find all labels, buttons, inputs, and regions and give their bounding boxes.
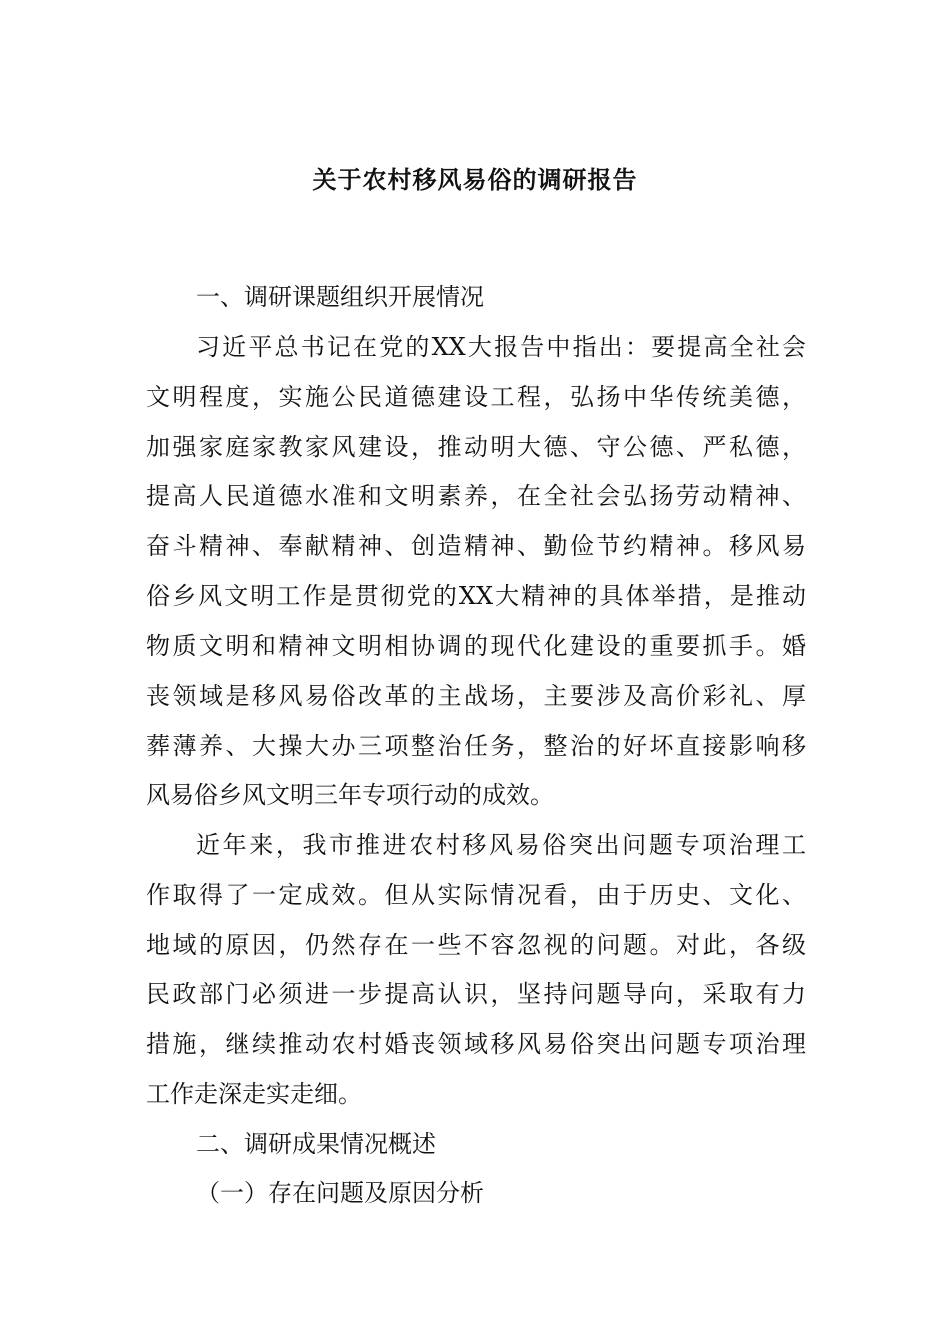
paragraph-1-line: 提高人民道德水准和文明素养，在全社会弘扬劳动精神、 [146, 482, 806, 510]
paragraph-1-line: 习近平总书记在党的XX大报告中指出：要提高全社会 [196, 333, 806, 361]
section-2-heading: 二、调研成果情况概述 [196, 1130, 436, 1158]
paragraph-1-line: 风易俗乡风文明三年专项行动的成效。 [146, 781, 554, 809]
subsection-1-heading: （一）存在问题及原因分析 [196, 1179, 484, 1207]
paragraph-1-line: 物质文明和精神文明相协调的现代化建设的重要抓手。婚 [146, 632, 806, 660]
paragraph-1-line: 葬薄养、大操大办三项整治任务，整治的好坏直接影响移 [146, 732, 806, 760]
paragraph-2-line: 工作走深走实走细。 [146, 1080, 362, 1108]
paragraph-2-line: 民政部门必须进一步提高认识，坚持问题导向，采取有力 [146, 980, 806, 1008]
document-title: 关于农村移风易俗的调研报告 [312, 165, 638, 194]
paragraph-1-line: 加强家庭家教家风建设，推动明大德、守公德、严私德， [146, 433, 806, 461]
paragraph-1-line: 奋斗精神、奉献精神、创造精神、勤俭节约精神。移风易 [146, 532, 806, 560]
paragraph-1-line: 文明程度，实施公民道德建设工程，弘扬中华传统美德， [146, 383, 806, 411]
paragraph-2-line: 近年来，我市推进农村移风易俗突出问题专项治理工 [196, 831, 806, 859]
paragraph-2-line: 措施，继续推动农村婚丧领域移风易俗突出问题专项治理 [146, 1030, 806, 1058]
paragraph-2-line: 地域的原因，仍然存在一些不容忽视的问题。对此，各级 [146, 931, 806, 959]
paragraph-2-line: 作取得了一定成效。但从实际情况看，由于历史、文化、 [146, 881, 806, 909]
paragraph-1-line: 俗乡风文明工作是贯彻党的XX大精神的具体举措，是推动 [146, 582, 806, 610]
section-1-heading: 一、调研课题组织开展情况 [196, 283, 484, 311]
paragraph-1-line: 丧领域是移风易俗改革的主战场，主要涉及高价彩礼、厚 [146, 682, 806, 710]
